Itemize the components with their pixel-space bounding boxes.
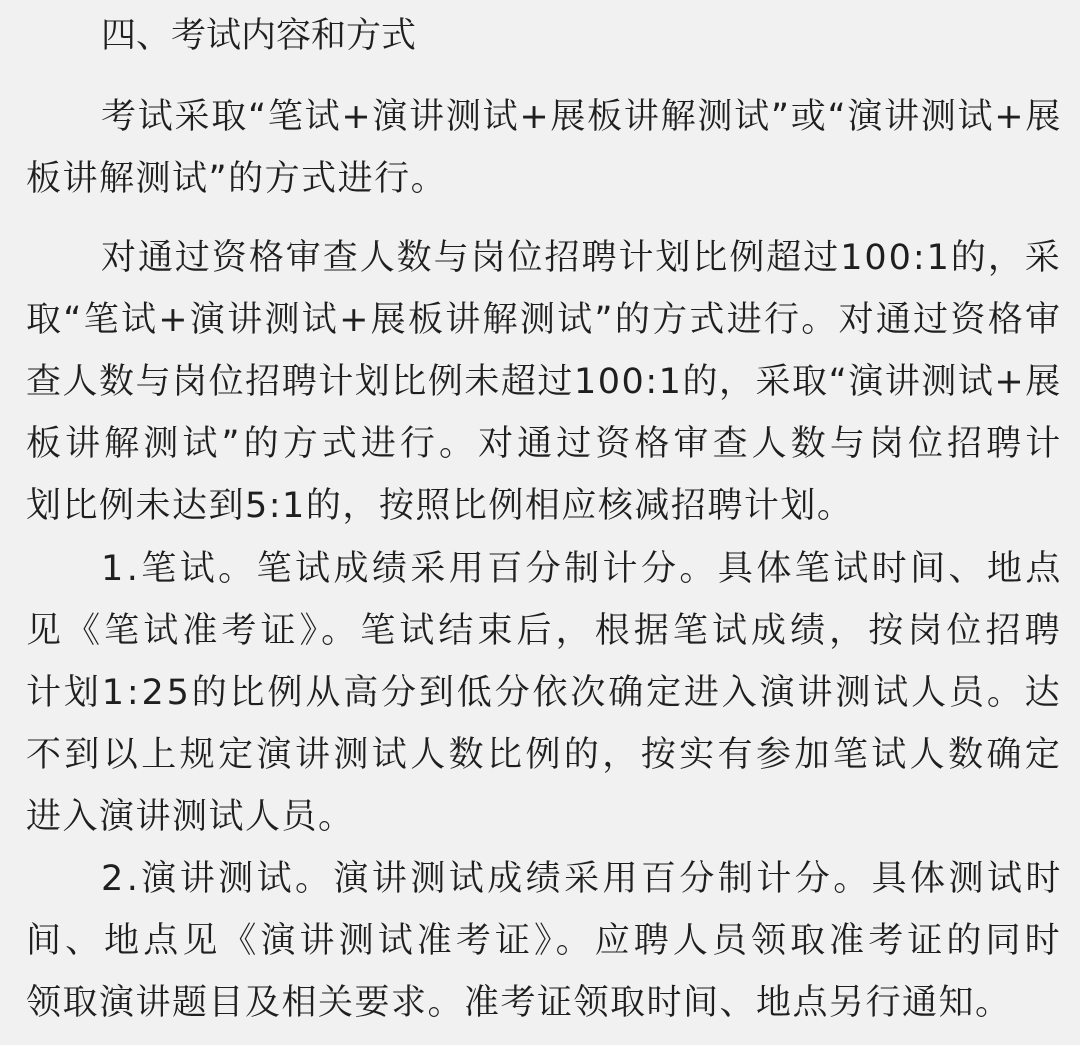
paragraph-line: 1.笔试。笔试成绩采用百分制计分。具体笔试时间、地点 [101,549,1064,589]
paragraph-line: 板讲解测试”的方式进行。 [26,159,448,199]
paragraph-line: 见《笔试准考证》。笔试结束后，根据笔试成绩，按岗位招聘 [26,611,1064,651]
paragraph-line: 对通过资格审查人数与岗位招聘计划比例超过100:1的，采 [101,238,1062,278]
paragraph-line: 2.演讲测试。演讲测试成绩采用百分制计分。具体测试时 [101,859,1064,899]
paragraph-line: 进入演讲测试人员。 [26,797,355,837]
paragraph-speech-test [26,848,1064,1034]
paragraph-line: 领取演讲题目及相关要求。准考证领取时间、地点另行通知。 [26,983,1012,1023]
paragraph-line: 查人数与岗位招聘计划比例未超过100:1的，采取“演讲测试+展 [26,362,1062,402]
paragraph-exam-format [26,86,1063,210]
paragraph-line: 考试采取“笔试+演讲测试+展板讲解测试”或“演讲测试+展 [101,97,1063,137]
paragraph-written-test [26,538,1064,848]
section-heading: 四、考试内容和方式 [101,16,417,56]
paragraph-line: 板讲解测试”的方式进行。对通过资格审查人数与岗位招聘计 [26,424,1065,464]
paragraph-line: 计划1:25的比例从高分到低分依次确定进入演讲测试人员。达 [26,673,1063,713]
paragraph-line: 不到以上规定演讲测试人数比例的，按实有参加笔试人数确定 [26,735,1064,775]
paragraph-line: 划比例未达到5:1的，按照比例相应核减招聘计划。 [26,486,854,526]
paragraph-line: 间、地点见《演讲测试准考证》。应聘人员领取准考证的同时 [26,921,1064,961]
paragraph-line: 取“笔试+演讲测试+展板讲解测试”的方式进行。对通过资格审 [26,300,1063,340]
paragraph-ratio-rules [26,227,1065,537]
